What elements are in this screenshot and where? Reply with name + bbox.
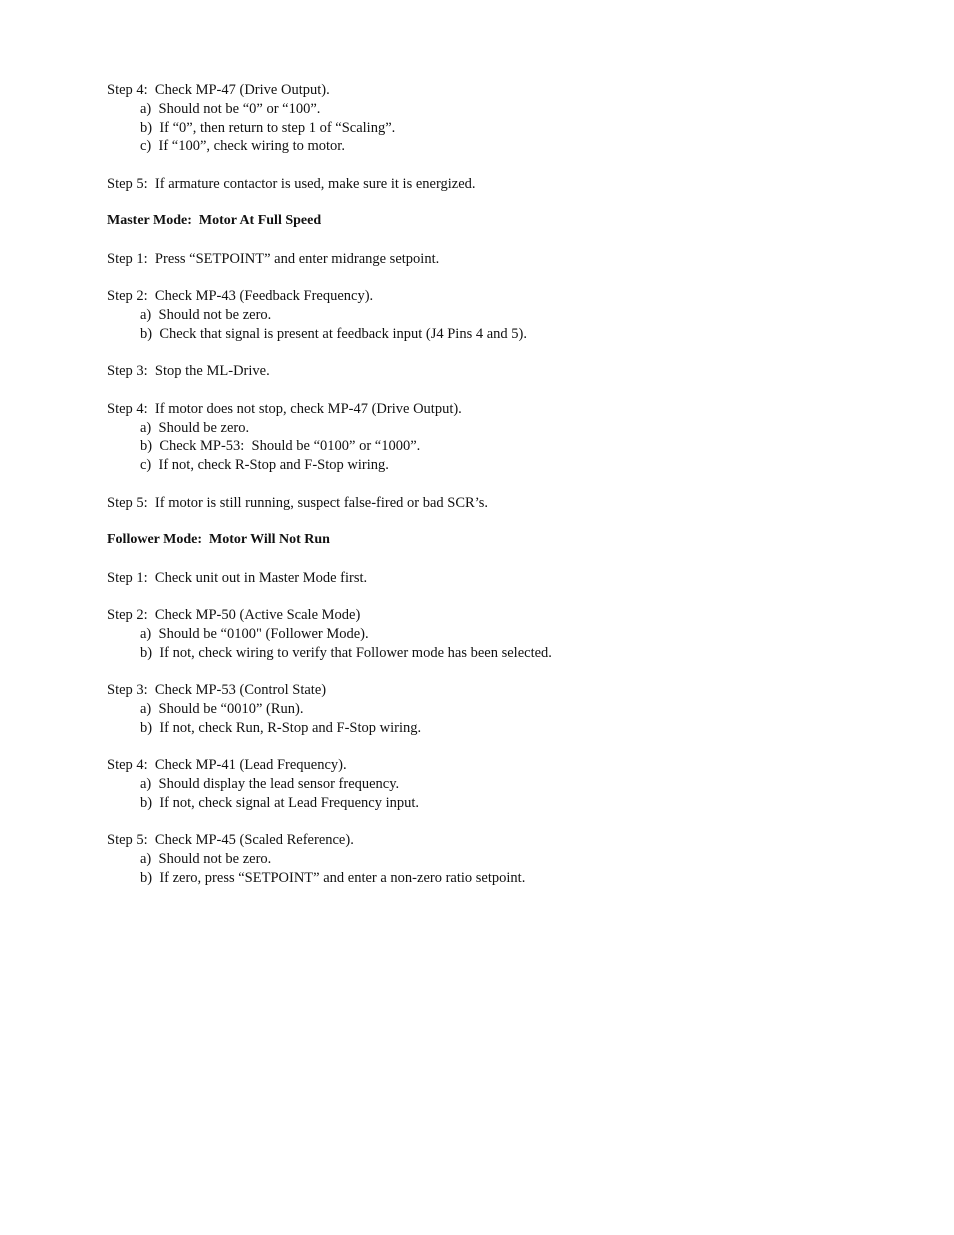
step-text: Step 4: If motor does not stop, check MP-47 (Drive Output). xyxy=(107,400,462,417)
step-substep: a) Should be “0100" (Follower Mode). xyxy=(140,625,369,642)
step-text: Step 4: Check MP-47 (Drive Output). xyxy=(107,82,330,98)
step-text: Step 4: Check MP-41 (Lead Frequency). xyxy=(107,757,347,773)
step-substep: c) If “100”, check wiring to motor. xyxy=(140,138,345,155)
step-block xyxy=(107,250,867,269)
step-block xyxy=(107,569,867,588)
step-substep: a) Should display the lead sensor frequency. xyxy=(140,775,400,792)
step-substep: a) Should not be zero. xyxy=(140,850,272,867)
step-block xyxy=(107,494,867,513)
step-substep: a) Should be zero. xyxy=(140,419,250,436)
step-block xyxy=(107,756,867,812)
block-spacer xyxy=(107,587,867,606)
step-block xyxy=(107,400,867,475)
step-substep: a) Should be “0010” (Run). xyxy=(140,700,304,717)
step-substep: b) If “0”, then return to step 1 of “Scaling”. xyxy=(140,119,396,136)
step-substep: b) Check MP-53: Should be “0100” or “1000”. xyxy=(140,438,421,455)
block-spacer xyxy=(107,194,867,213)
step-text: Step 1: Check unit out in Master Mode first. xyxy=(107,569,368,586)
step-text: Step 1: Press “SETPOINT” and enter midrange setpoint. xyxy=(107,250,440,267)
document-body xyxy=(107,81,867,887)
block-spacer xyxy=(107,737,867,756)
block-spacer xyxy=(107,812,867,831)
step-text: Step 3: Stop the ML-Drive. xyxy=(107,363,270,380)
block-spacer xyxy=(107,156,867,175)
step-block xyxy=(107,287,867,343)
step-substep: a) Should not be zero. xyxy=(140,307,272,323)
step-block xyxy=(107,81,867,156)
step-substep: b) If not, check signal at Lead Frequency input. xyxy=(140,794,420,811)
section-heading: Master Mode: Motor At Full Speed xyxy=(107,213,322,229)
step-block xyxy=(107,175,867,194)
section-heading: Follower Mode: Motor Will Not Run xyxy=(107,532,330,547)
step-substep: b) If not, check wiring to verify that Follower mode has been selected. xyxy=(140,644,552,661)
step-substep: b) If not, check Run, R-Stop and F-Stop wiring. xyxy=(140,719,422,736)
step-text: Step 5: If armature contactor is used, make sure it is energized. xyxy=(107,175,476,192)
step-text: Step 5: If motor is still running, suspect false-fired or bad SCR’s. xyxy=(107,494,488,511)
step-block xyxy=(107,831,867,887)
block-spacer xyxy=(107,381,867,400)
block-spacer xyxy=(107,231,867,250)
step-substep: b) Check that signal is present at feedback input (J4 Pins 4 and 5). xyxy=(140,325,527,342)
step-block xyxy=(107,606,867,662)
step-substep: b) If zero, press “SETPOINT” and enter a non-zero ratio setpoint. xyxy=(140,869,526,886)
section-heading-block xyxy=(107,531,867,550)
step-substep: a) Should not be “0” or “100”. xyxy=(140,100,321,117)
step-block xyxy=(107,681,867,737)
block-spacer xyxy=(107,512,867,531)
block-spacer xyxy=(107,550,867,569)
block-spacer xyxy=(107,269,867,288)
step-text: Step 5: Check MP-45 (Scaled Reference). xyxy=(107,832,354,848)
block-spacer xyxy=(107,344,867,363)
step-text: Step 3: Check MP-53 (Control State) xyxy=(107,682,327,698)
step-substep: c) If not, check R-Stop and F-Stop wiring. xyxy=(140,457,389,473)
block-spacer xyxy=(107,475,867,494)
step-text: Step 2: Check MP-50 (Active Scale Mode) xyxy=(107,607,361,623)
section-heading-block xyxy=(107,212,867,231)
step-text: Step 2: Check MP-43 (Feedback Frequency). xyxy=(107,288,374,305)
step-block xyxy=(107,362,867,381)
block-spacer xyxy=(107,662,867,681)
